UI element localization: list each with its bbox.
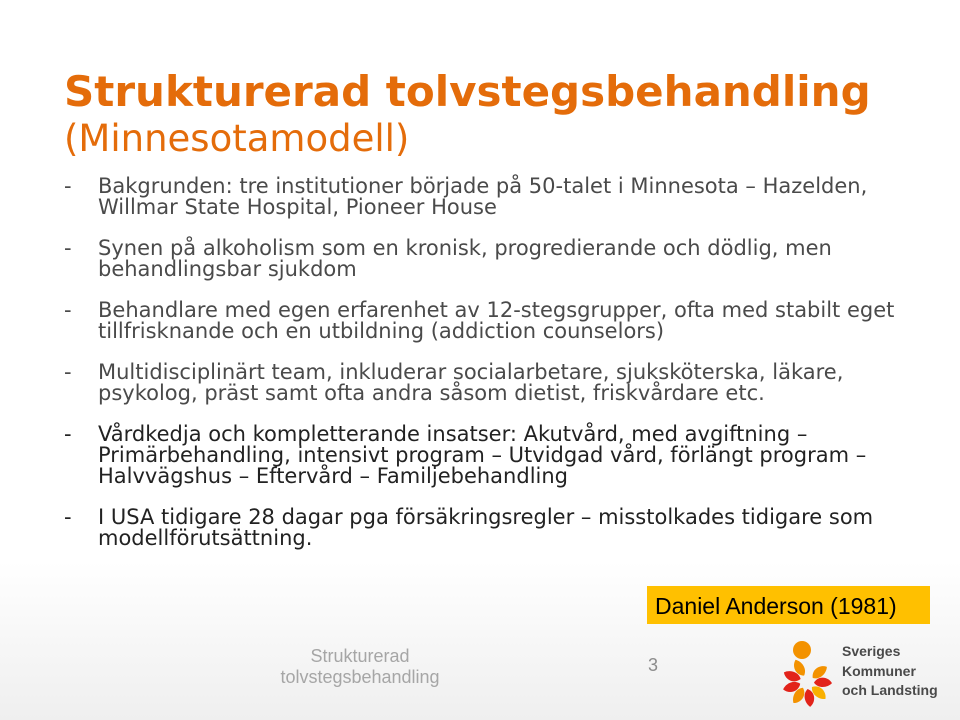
bullet-marker: - (64, 236, 72, 260)
bullet-item (64, 238, 944, 280)
page-number: 3 (648, 655, 659, 675)
bullet-list (64, 176, 944, 569)
footer-line: Strukturerad (310, 646, 410, 666)
bullet-item (64, 424, 944, 487)
logo-petal (814, 677, 833, 688)
bullet-line: Primärbehandling, intensivt program – Utvidgad vård, förlängt program – (98, 443, 867, 467)
bullet-line: Willmar State Hospital, Pioneer House (98, 195, 497, 219)
bullet-item (64, 300, 944, 342)
bullet-line: modellförutsättning. (98, 526, 313, 550)
bullet-marker: - (64, 174, 72, 198)
bullet-item (64, 362, 944, 404)
logo-line: och Landsting (842, 682, 938, 698)
bullet-line: Behandlare med egen erfarenhet av 12-stegsgrupper, ofta med stabilt eget (98, 298, 895, 322)
footer-title (260, 646, 460, 688)
logo-petals (782, 658, 833, 707)
logo-line: Sveriges (842, 643, 901, 659)
footer-line: tolvstegsbehandling (280, 667, 440, 687)
bullet-line: psykolog, präst samt ofta andra såsom dietist, friskvårdare etc. (98, 381, 765, 405)
bullet-marker: - (64, 422, 72, 446)
bullet-line: Halvvägshus – Eftervård – Familjebehandling (98, 464, 568, 488)
organization-logo (776, 636, 946, 714)
bullet-line: Synen på alkoholism som en kronisk, progredierande och dödlig, men (98, 236, 832, 260)
bullet-item (64, 507, 944, 549)
bullet-line: Bakgrunden: tre institutioner började på 50-talet i Minnesota – Hazelden, (98, 174, 868, 198)
logo-wordmark (842, 642, 938, 701)
bullet-marker: - (64, 298, 72, 322)
citation-box: Daniel Anderson (1981) (647, 586, 930, 624)
bullet-line: tillfrisknande och en utbildning (addiction counselors) (98, 319, 665, 343)
logo-head (793, 641, 811, 659)
bullet-item (64, 176, 944, 218)
bullet-line: I USA tidigare 28 dagar pga försäkringsregler – misstolkades tidigare som (98, 505, 874, 529)
slide-title: Strukturerad tolvstegsbehandling (64, 67, 871, 116)
bullet-line: Multidisciplinärt team, inkluderar socialarbetare, sjuksköterska, läkare, (98, 360, 844, 384)
bullet-line: Vårdkedja och kompletterande insatser: Akutvård, med avgiftning – (98, 422, 808, 446)
bullet-marker: - (64, 505, 72, 529)
logo-line: Kommuner (842, 662, 916, 679)
slide-subtitle: (Minnesotamodell) (64, 117, 410, 160)
bullet-line: behandlingsbar sjukdom (98, 257, 357, 281)
skl-figure-icon (776, 636, 838, 712)
bullet-marker: - (64, 360, 72, 384)
